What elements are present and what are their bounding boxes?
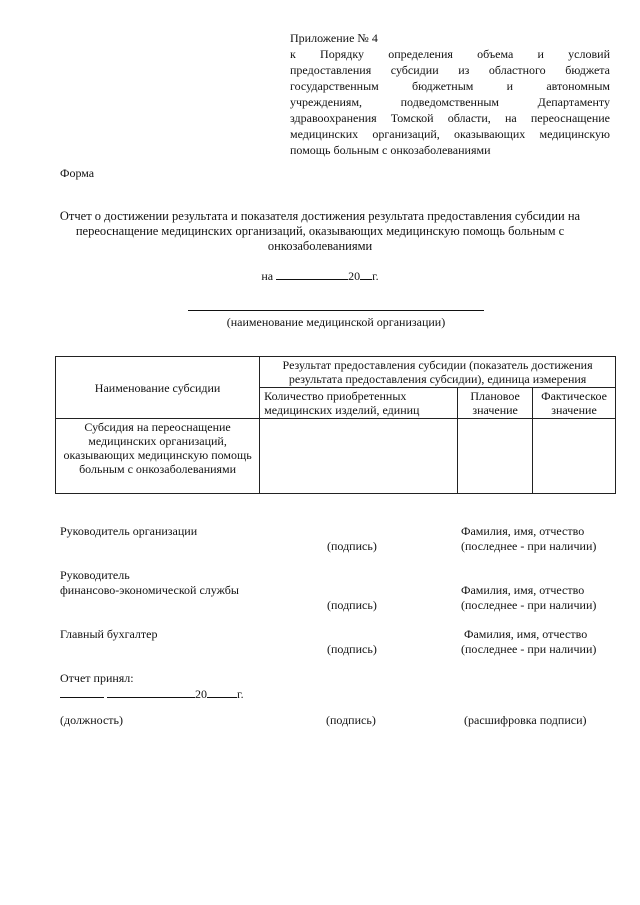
finance-fio-label: Фамилия, имя, отчество bbox=[461, 583, 585, 597]
head-signature-caption: (подпись) bbox=[327, 539, 377, 553]
appendix-header bbox=[290, 30, 610, 158]
finance-label: Руководитель bbox=[60, 568, 130, 582]
decoding-caption: (расшифровка подписи) bbox=[464, 713, 587, 727]
table-header-row bbox=[56, 357, 616, 388]
header-result: Результат предоставления субсидии (показатель достижения результата предоставления субсидии), единица измерения bbox=[260, 357, 616, 388]
position-caption: (должность) bbox=[60, 713, 123, 727]
appendix-line: здравоохранения Томской области, на переоснащение bbox=[290, 111, 610, 125]
accepted-position-field[interactable] bbox=[60, 685, 104, 698]
head-label: Руководитель организации bbox=[60, 524, 198, 538]
head-fio-label: Фамилия, имя, отчество bbox=[461, 524, 585, 538]
header-quantity: Количество приобретенных медицинских изделий, единиц bbox=[260, 388, 458, 419]
organization-name-caption: (наименование медицинской организации) bbox=[226, 315, 446, 329]
accepted-date-line bbox=[60, 685, 244, 702]
finance-fio-note: (последнее - при наличии) bbox=[461, 598, 597, 612]
accountant-label: Главный бухгалтер bbox=[60, 627, 158, 641]
table-row bbox=[56, 419, 616, 494]
accountant-signature-caption: (подпись) bbox=[327, 642, 377, 656]
header-actual: Фактическое значение bbox=[533, 388, 616, 419]
report-table bbox=[55, 356, 616, 494]
appendix-title: Приложение № 4 bbox=[290, 31, 378, 45]
appendix-line: помощь больным с онкозаболеваниями bbox=[290, 143, 491, 157]
accountant-fio-note: (последнее - при наличии) bbox=[461, 642, 597, 656]
accountant-fio-label: Фамилия, имя, отчество bbox=[464, 627, 588, 641]
header-planned: Плановое значение bbox=[458, 388, 533, 419]
appendix-line: к Порядку определения объема и условий bbox=[290, 47, 610, 61]
appendix-line: предоставления субсидии из областного бюджета bbox=[290, 63, 610, 77]
date-suffix: г. bbox=[372, 269, 379, 283]
accepted-signature-caption: (подпись) bbox=[326, 713, 376, 727]
finance-label-line2: финансово-экономической службы bbox=[60, 583, 239, 597]
date-year-field[interactable] bbox=[360, 267, 372, 280]
header-subsidy-name: Наименование субсидии bbox=[56, 357, 260, 419]
date-prefix: на bbox=[261, 269, 274, 283]
accepted-year-prefix: 20 bbox=[195, 687, 207, 701]
report-title: Отчет о достижении результата и показателя достижения результата предоставления субсидии на переоснащение медицинских организаций, оказывающих медицинскую помощь больным с онкозаболеваниями bbox=[59, 209, 581, 253]
head-fio-note: (последнее - при наличии) bbox=[461, 539, 597, 553]
row-subsidy-name: Субсидия на переоснащение медицинских организаций, оказывающих медицинскую помощь больным с онкозаболеваниями bbox=[56, 419, 260, 494]
appendix-line: государственным бюджетным и автономным bbox=[290, 79, 610, 93]
cell-actual[interactable] bbox=[533, 419, 616, 494]
appendix-line: учреждениям, подведомственным Департаменту bbox=[290, 95, 610, 109]
appendix-line: медицинских организаций, оказывающих медицинскую bbox=[290, 127, 610, 141]
accepted-suffix: г. bbox=[237, 687, 244, 701]
date-year-prefix: 20 bbox=[348, 269, 361, 283]
accepted-date-field[interactable] bbox=[107, 685, 195, 698]
cell-quantity[interactable] bbox=[260, 419, 458, 494]
date-day-month-field[interactable] bbox=[276, 267, 348, 280]
form-label: Форма bbox=[60, 166, 95, 180]
cell-planned[interactable] bbox=[458, 419, 533, 494]
report-date-line bbox=[0, 267, 640, 284]
accepted-label: Отчет принял: bbox=[60, 671, 134, 685]
accepted-year-field[interactable] bbox=[207, 685, 237, 698]
finance-signature-caption: (подпись) bbox=[327, 598, 377, 612]
organization-name-field[interactable] bbox=[188, 310, 484, 311]
